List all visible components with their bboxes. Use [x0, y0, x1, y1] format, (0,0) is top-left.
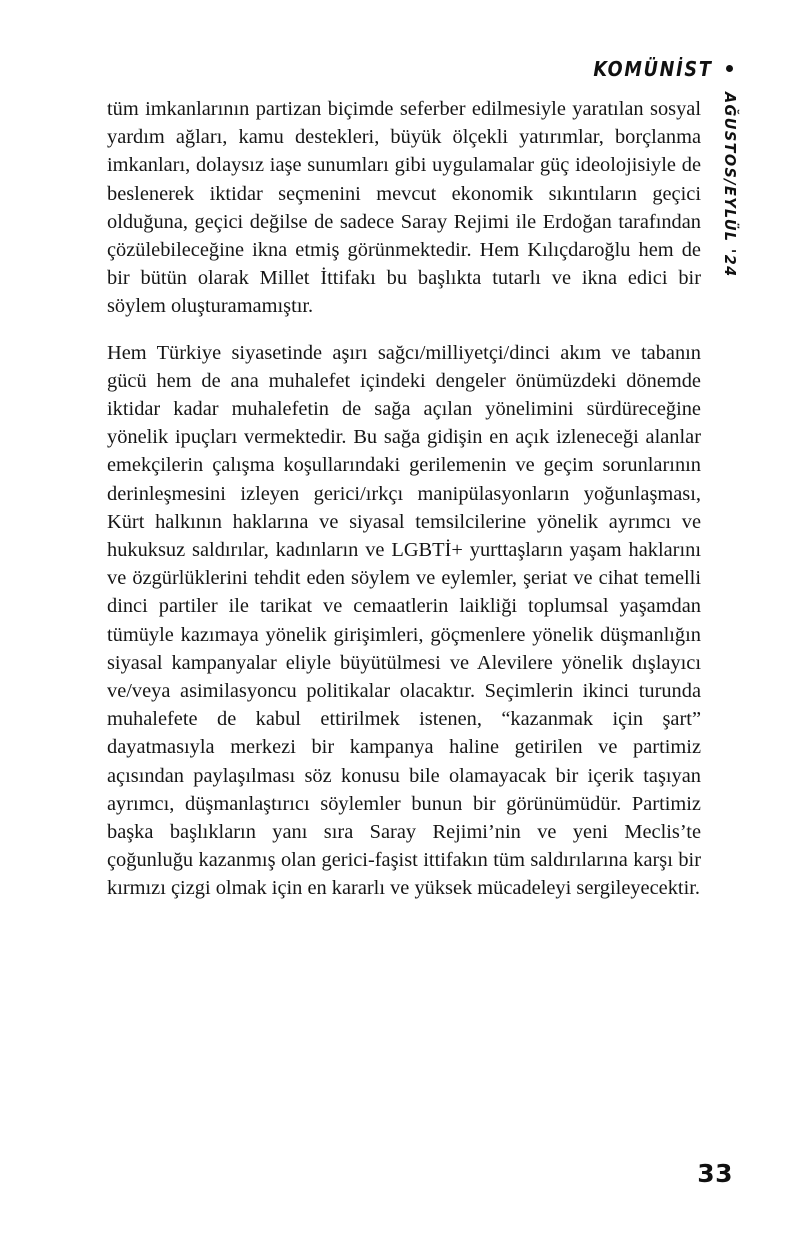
body-paragraph: tüm imkanlarının partizan biçimde seferber edilmesiyle yaratılan sosyal yardım ağları, kamu destekleri, büyük ölçekli yatırımlar, borçlanma imkanları, dolaysız iaşe sunumları gibi uygulamalar güç ideolojisiyle de beslenerek iktidar seçmenini mevcut ekonomik sıkıntıların geçici olduğuna, geçici değilse de sadece Saray Rejimi ile Erdoğan tarafından çözülebileceğine ikna etmiş görünmektedir. Hem Kılıçdaroğlu hem de bir bütün olarak Millet İttifakı bu başlıkta tutarlı ve ikna edici bir söylem oluşturamamıştır. — [107, 98, 701, 318]
body-text-column — [107, 95, 701, 903]
body-paragraph: Hem Türkiye siyasetinde aşırı sağcı/milliyetçi/dinci akım ve tabanın gücü hem de ana muhalefet içindeki dengeler önümüzdeki dönemde iktidar kadar muhalefetin de sağa açılan yönelimini sürdüreceğine yönelik ipuçları vermektedir. Bu sağa gidişin en açık izleneceği alanlar emekçilerin çalışma koşullarındaki gerilemenin ve geçim sorunlarının derinleşmesini izleyen gerici/ırkçı manipülasyonların yoğunlaşması, Kürt halkının haklarına ve siyasal temsilcilerine yönelik ayrımcı ve hukuksuz saldırılar, kadınların ve LGBTİ+ yurttaşların yaşam haklarını ve özgürlüklerini tehdit eden söylem ve eylemler, şeriat ve cihat temelli dinci partiler ile tarikat ve cemaatlerin laikliği toplumsal yaşamdan tümüyle kazımaya yönelik girişimleri, göçmenlere yönelik düşmanlığın siyasal kampanyalar eliyle büyütülmesi ve Alevilere yönelik dışlayıcı ve/veya asimilasyoncu politikalar olacaktır. Seçimlerin ikinci turunda muhalefete de kabul ettirilmek istenen, “kazanmak için şart” dayatmasıyla merkezi bir kampanya haline getirilen ve partimiz açısından paylaşılması söz konusu bile olamayacak bir içerik taşıyan ayrımcı, düşmanlaştırıcı söylemler bunun bir görünümüdür. Partimiz başka başlıkların yanı sıra Saray Rejimi’nin ve yeni Meclis’te çoğunluğu kazanmış olan gerici-faşist ittifakın tüm saldırılarına karşı bir kırmızı çizgi olmak için en kararlı ve yüksek mücadeleyi sergileyecektir. — [107, 341, 701, 900]
publication-title: KOMÜNİST — [593, 56, 713, 81]
running-head — [574, 54, 733, 84]
issue-date-label: AĞUSTOS/EYLÜL '24 — [720, 92, 739, 278]
issue-date-strip — [716, 92, 742, 292]
bullet-dot-icon — [726, 65, 733, 72]
page-number: 33 — [697, 1159, 733, 1188]
